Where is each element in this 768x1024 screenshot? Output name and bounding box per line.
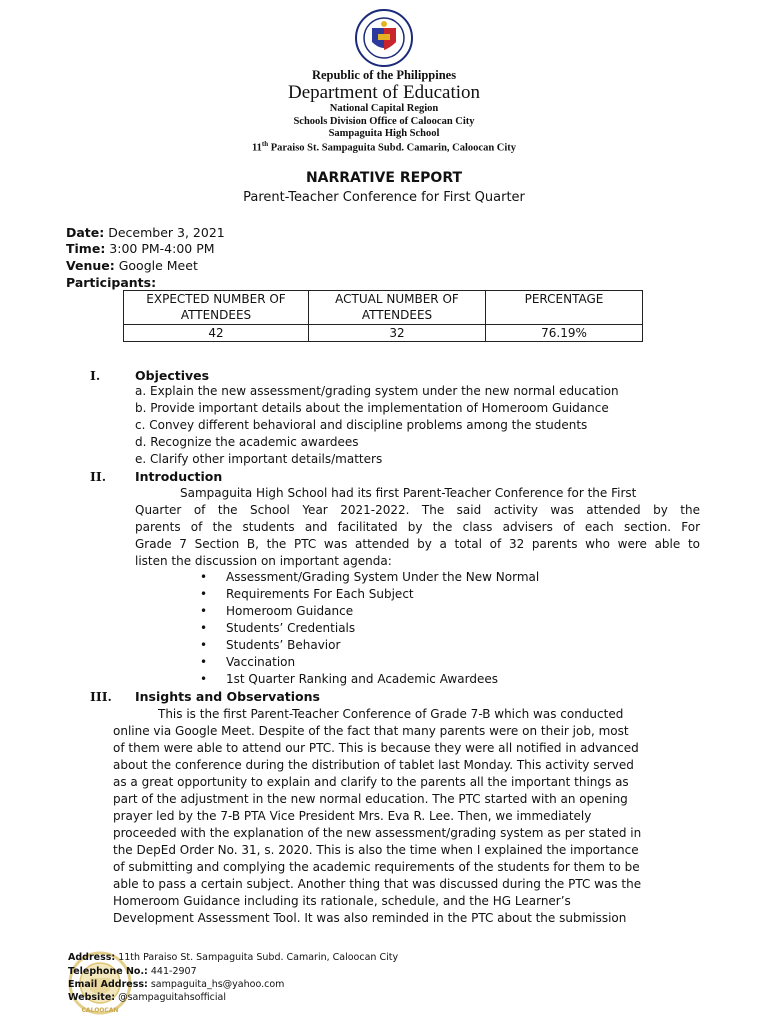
objective-item: b. Provide important details about the implementation of Homeroom Guidance [135, 401, 609, 415]
table-row [124, 325, 643, 342]
objective-item: c. Convey different behavioral and discipline problems among the students [135, 418, 588, 432]
insight-line: about the conference during the distribution of tablet last Monday. This activity served [113, 758, 634, 772]
letterhead-department: Department of Education [287, 82, 481, 103]
letterhead-address: 11th Paraiso St. Sampaguita Subd. Camarin, Caloocan City [251, 140, 517, 154]
agenda-item: • Students’ Credentials [200, 621, 356, 635]
footer-website: Website: @sampaguitahsofficial [68, 992, 227, 1003]
table-cell-expected: 42 [124, 325, 309, 342]
footer-email: Email Address: sampaguita_hs@yahoo.com [68, 979, 285, 990]
letterhead-region: National Capital Region [329, 103, 439, 114]
insight-line: proceeded with the explanation of the new assessment/grading system as per stated in [113, 826, 642, 840]
intro-line: Grade 7 Section B, the PTC was attended by a total of 32 parents who were able to [135, 537, 700, 551]
meta-date: Date: December 3, 2021 [66, 225, 225, 240]
intro-line: Quarter of the School Year 2021-2022. The said activity was attended by the [135, 503, 700, 517]
report-title: NARRATIVE REPORT [305, 170, 463, 186]
letterhead-division: Schools Division Office of Caloocan City [293, 116, 475, 127]
intro-line: parents of the students and facilitated by the class advisers of each section. For [135, 520, 700, 534]
table-cell-actual: 32 [309, 325, 486, 342]
insight-line: of them were able to attend our PTC. This is because they were all notified in advanced [113, 741, 639, 755]
insight-line: prayer led by the 7-B PTA Vice President Mrs. Eva R. Lee. Then, we immediately [113, 809, 592, 823]
table-header-actual: ACTUAL NUMBER OF ATTENDEES [309, 291, 486, 325]
deped-seal-icon [343, 8, 425, 68]
agenda-item: • Assessment/Grading System Under the New Normal [200, 570, 540, 584]
footer-address: Address: 11th Paraiso St. Sampaguita Subd. Camarin, Caloocan City [68, 952, 399, 963]
insight-line: online via Google Meet. Despite of the fact that many parents were on their job, most [113, 724, 629, 738]
insight-line: This is the first Parent-Teacher Conference of Grade 7-B which was conducted [158, 707, 624, 721]
letterhead-republic: Republic of the Philippines [311, 68, 457, 82]
meta-participants: Participants: [66, 275, 157, 290]
agenda-item: • Vaccination [200, 655, 296, 669]
meta-time: Time: 3:00 PM-4:00 PM [66, 241, 215, 256]
agenda-item: • Requirements For Each Subject [200, 587, 414, 601]
agenda-item: • Students’ Behavior [200, 638, 341, 652]
insight-line: of submitting and complying the academic requirements of the students for them to be [113, 860, 640, 874]
table-cell-percentage: 76.19% [486, 325, 643, 342]
objective-item: e. Clarify other important details/matters [135, 452, 383, 466]
agenda-item: • Homeroom Guidance [200, 604, 354, 618]
objective-item: a. Explain the new assessment/grading system under the new normal education [135, 384, 619, 398]
insight-line: as a great opportunity to explain and clarify to the parents all the important things as [113, 775, 629, 789]
attendance-table [123, 290, 643, 342]
table-header-expected: EXPECTED NUMBER OF ATTENDEES [124, 291, 309, 325]
insight-line: able to pass a certain subject. Another thing that was discussed during the PTC was the [113, 877, 642, 891]
svg-text:CALOOCAN: CALOOCAN [81, 1007, 119, 1014]
section-title-objectives: Objectives [135, 368, 210, 383]
section-title-insights: Insights and Observations [135, 689, 320, 704]
insight-line: part of the adjustment in the new normal education. The PTC started with an opening [113, 792, 628, 806]
insight-line: Development Assessment Tool. It was also reminded in the PTC about the submission [113, 911, 627, 925]
objective-item: d. Recognize the academic awardees [135, 435, 359, 449]
intro-line: Sampaguita High School had its first Parent-Teacher Conference for the First [180, 486, 637, 500]
table-header-percentage: PERCENTAGE [486, 291, 643, 325]
letterhead-school: Sampaguita High School [328, 128, 440, 139]
section-number-2: II. [90, 469, 107, 484]
footer-phone: Telephone No.: 441-2907 [68, 966, 197, 977]
intro-line: listen the discussion on important agenda: [135, 554, 392, 568]
report-subtitle: Parent-Teacher Conference for First Quarter [243, 190, 525, 205]
section-number-3: III. [90, 689, 112, 704]
insight-line: the DepEd Order No. 31, s. 2020. This is also the time when I explained the importance [113, 843, 639, 857]
section-number-1: I. [90, 368, 101, 383]
agenda-item: • 1st Quarter Ranking and Academic Awardees [200, 672, 498, 686]
insight-line: Homeroom Guidance including its rationale, schedule, and the HG Learner’s [113, 894, 571, 908]
meta-venue: Venue: Google Meet [66, 258, 198, 273]
table-header-row [124, 291, 643, 325]
section-title-introduction: Introduction [135, 469, 223, 484]
